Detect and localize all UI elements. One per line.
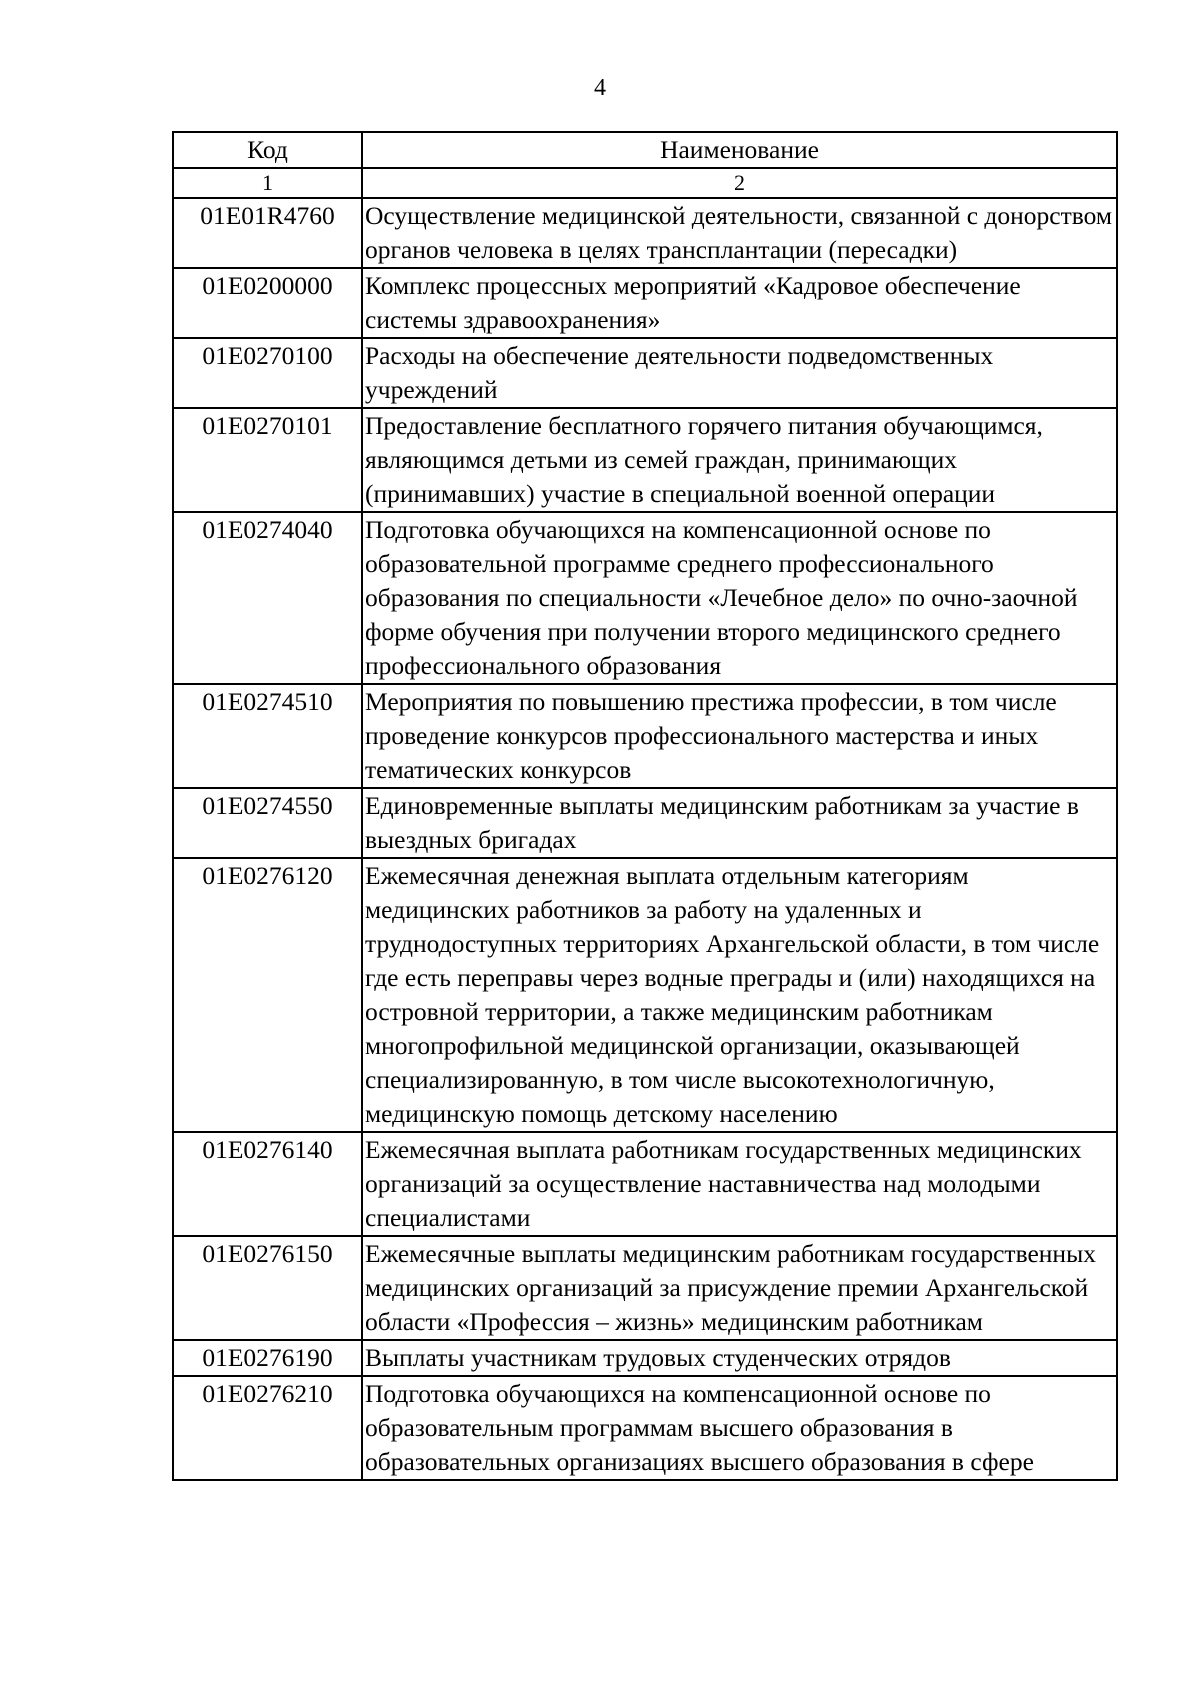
row-name: Ежемесячная выплата работникам государственных медицинских организаций за осуществление наставничества над молодыми специалистами [362, 1132, 1117, 1236]
column-number-row [173, 168, 1117, 198]
table-row [173, 198, 1117, 268]
column-number-2: 2 [362, 168, 1117, 198]
header-name: Наименование [362, 132, 1117, 168]
row-code: 01E0270101 [173, 408, 362, 512]
table-row [173, 268, 1117, 338]
row-code: 01E0270100 [173, 338, 362, 408]
row-code: 01E0274040 [173, 512, 362, 684]
table-row [173, 1132, 1117, 1236]
row-name: Расходы на обеспечение деятельности подведомственных учреждений [362, 338, 1117, 408]
table-row [173, 788, 1117, 858]
row-name: Ежемесячные выплаты медицинским работникам государственных медицинских организаций за присуждение премии Архангельской области «Профессия – жизнь» медицинским работникам [362, 1236, 1117, 1340]
table-row [173, 684, 1117, 788]
row-name: Предоставление бесплатного горячего питания обучающимся, являющимся детьми из семей граждан, принимающих (принимавших) участие в специальной военной операции [362, 408, 1117, 512]
row-name: Комплекс процессных мероприятий «Кадровое обеспечение системы здравоохранения» [362, 268, 1117, 338]
row-name: Ежемесячная денежная выплата отдельным категориям медицинских работников за работу на удаленных и труднодоступных территориях Архангельской области, в том числе где есть переправы через водные преграды и (или) находящихся на островной территории, а также медицинским работникам многопрофильной медицинской организации, оказывающей специализированную, в том числе высокотехнологичную, медицинскую помощь детскому населению [362, 858, 1117, 1132]
row-name: Выплаты участникам трудовых студенческих отрядов [362, 1340, 1117, 1376]
row-code: 01E0276120 [173, 858, 362, 1132]
table-row [173, 1376, 1117, 1480]
row-code: 01E0274550 [173, 788, 362, 858]
page-number: 4 [594, 75, 606, 101]
row-code: 01E0276210 [173, 1376, 362, 1480]
table-header-row [173, 132, 1117, 168]
row-code: 01E0276140 [173, 1132, 362, 1236]
table-row [173, 338, 1117, 408]
row-code: 01E0200000 [173, 268, 362, 338]
header-code: Код [173, 132, 362, 168]
row-code: 01E0274510 [173, 684, 362, 788]
row-name: Подготовка обучающихся на компенсационной основе по образовательной программе среднего профессионального образования по специальности «Лечебное дело» по очно-заочной форме обучения при получении второго медицинского среднего профессионального образования [362, 512, 1117, 684]
row-name: Мероприятия по повышению престижа профессии, в том числе проведение конкурсов профессионального мастерства и иных тематических конкурсов [362, 684, 1117, 788]
table-row [173, 858, 1117, 1132]
table-row [173, 1340, 1117, 1376]
row-name: Единовременные выплаты медицинским работникам за участие в выездных бригадах [362, 788, 1117, 858]
budget-codes-table [172, 131, 1118, 1481]
column-number-1: 1 [173, 168, 362, 198]
row-code: 01E0276150 [173, 1236, 362, 1340]
row-code: 01E0276190 [173, 1340, 362, 1376]
row-name: Осуществление медицинской деятельности, связанной с донорством органов человека в целях трансплантации (пересадки) [362, 198, 1117, 268]
row-name: Подготовка обучающихся на компенсационной основе по образовательным программам высшего образования в образовательных организациях высшего образования в сфере [362, 1376, 1117, 1480]
table-row [173, 1236, 1117, 1340]
row-code: 01E01R4760 [173, 198, 362, 268]
table-row [173, 408, 1117, 512]
table-row [173, 512, 1117, 684]
